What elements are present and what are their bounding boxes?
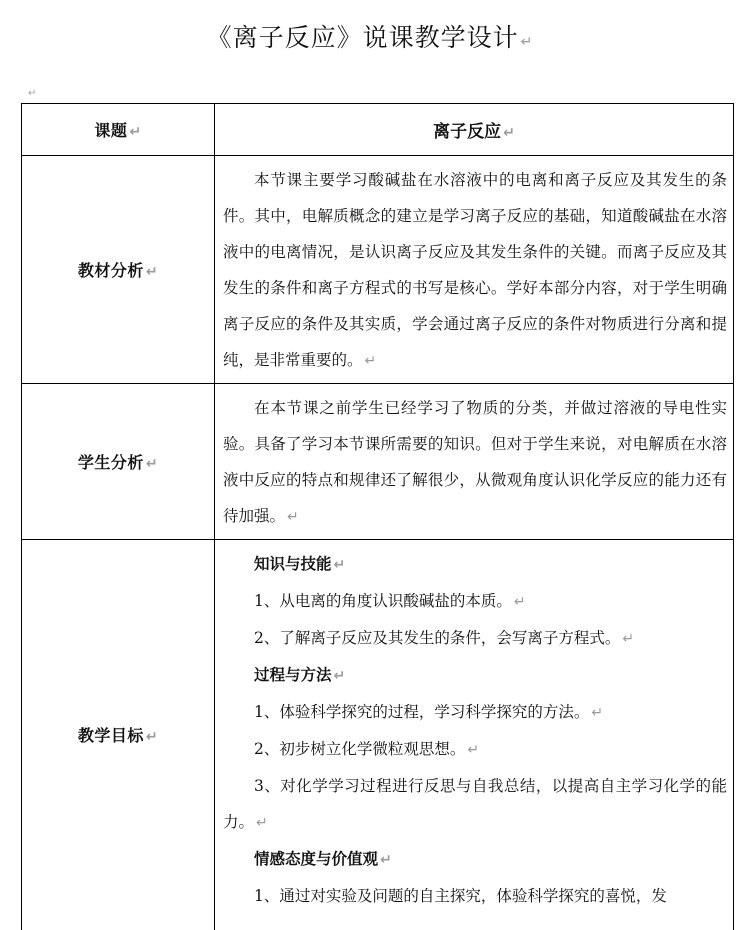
teaching-objectives-label: 教学目标 bbox=[77, 726, 144, 746]
header-label-cell bbox=[22, 104, 215, 156]
document-title-text: 《离子反应》说课教学设计 bbox=[206, 23, 519, 52]
document-title bbox=[0, 18, 740, 62]
textbook-analysis-label: 教材分析 bbox=[77, 261, 144, 280]
paragraph-mark-icon: ↵ bbox=[287, 509, 299, 525]
list-item bbox=[223, 768, 727, 841]
list-item-text: 3、对化学学习过程进行反思与自我总结，以提高自主学习化学的能力。 bbox=[223, 777, 727, 831]
knowledge-skills-heading bbox=[223, 546, 727, 583]
list-item-text: 2、初步树立化学微粒观思想。 bbox=[254, 740, 466, 758]
list-item bbox=[223, 583, 727, 620]
process-methods-heading bbox=[223, 657, 727, 694]
paragraph-mark-icon: ↵ bbox=[380, 852, 392, 868]
student-analysis-content bbox=[215, 384, 734, 540]
paragraph-mark-icon: ↵ bbox=[333, 557, 346, 573]
paragraph-mark-icon: ↵ bbox=[467, 742, 480, 758]
textbook-analysis-label-cell bbox=[22, 156, 215, 384]
teaching-objectives-label-cell bbox=[22, 540, 215, 930]
list-item bbox=[223, 620, 727, 657]
textbook-analysis-text: 本节课主要学习酸碱盐在水溶液中的电离和离子反应及其发生的条件。其中，电解质概念的建立是学习离子反应的基础，知道酸碱盐在水溶液中的电离情况，是认识离子反应及其发生条件的关键。而离子反应及其发生的条件和离子方程式的书写是核心。学好本部分内容，对于学生明确离子反应的条件及其实质，学会通过离子反应的条件对物质进行分离和提纯，是非常重要的。 bbox=[223, 171, 727, 369]
knowledge-skills-heading-text: 知识与技能 bbox=[254, 554, 332, 573]
list-item-text: 2、了解离子反应及其发生的条件，会写离子方程式。 bbox=[254, 629, 621, 647]
textbook-analysis-paragraph bbox=[223, 162, 727, 379]
lesson-plan-table bbox=[21, 103, 734, 930]
paragraph-mark-icon: ↵ bbox=[364, 353, 377, 369]
paragraph-mark-icon: ↵ bbox=[591, 705, 604, 721]
table-row-teaching-objectives bbox=[22, 540, 734, 930]
paragraph-mark-icon: ↵ bbox=[622, 631, 635, 647]
cell-mark-icon: ↵ bbox=[145, 264, 159, 280]
cell-mark-icon: ↵ bbox=[503, 125, 515, 141]
list-item-text: 1、体验科学探究的过程，学习科学探究的方法。 bbox=[254, 703, 590, 721]
cell-mark-icon: ↵ bbox=[145, 456, 159, 472]
table-header-row bbox=[22, 104, 734, 156]
student-analysis-paragraph bbox=[223, 390, 727, 535]
emotion-values-heading bbox=[223, 841, 727, 878]
emotion-values-heading-text: 情感态度与价值观 bbox=[254, 849, 379, 868]
student-analysis-label-cell bbox=[22, 384, 215, 540]
list-item bbox=[223, 731, 727, 768]
list-item bbox=[223, 694, 727, 731]
lesson-topic: 离子反应 bbox=[433, 122, 502, 142]
process-methods-heading-text: 过程与方法 bbox=[254, 665, 332, 684]
paragraph-mark-icon: ↵ bbox=[513, 594, 526, 610]
list-item-text: 1、从电离的角度认识酸碱盐的本质。 bbox=[254, 592, 512, 610]
cell-mark-icon: ↵ bbox=[129, 124, 142, 140]
list-item-text: 1、通过对实验及问题的自主探究，体验科学探究的喜悦，发 bbox=[254, 887, 667, 905]
student-analysis-text: 在本节课之前学生已经学习了物质的分类，并做过溶液的导电性实验。具备了学习本节课所需要的知识。但对于学生来说，对电解质在水溶液中反应的特点和规律还了解很少，从微观角度认识化学反应的能力还有待加强。 bbox=[223, 399, 727, 525]
cell-mark-icon: ↵ bbox=[145, 729, 159, 746]
teaching-objectives-content bbox=[215, 540, 734, 930]
table-row-textbook-analysis bbox=[22, 156, 734, 384]
student-analysis-label: 学生分析 bbox=[77, 453, 144, 472]
paragraph-mark-icon: ↵ bbox=[28, 88, 37, 99]
paragraph-mark-icon: ↵ bbox=[256, 815, 268, 831]
header-label: 课题 bbox=[94, 121, 128, 140]
paragraph-mark-icon: ↵ bbox=[333, 668, 346, 684]
textbook-analysis-content bbox=[215, 156, 734, 384]
list-item bbox=[223, 878, 727, 914]
paragraph-mark-icon: ↵ bbox=[520, 34, 534, 50]
table-row-student-analysis bbox=[22, 384, 734, 540]
header-value-cell bbox=[215, 104, 734, 156]
